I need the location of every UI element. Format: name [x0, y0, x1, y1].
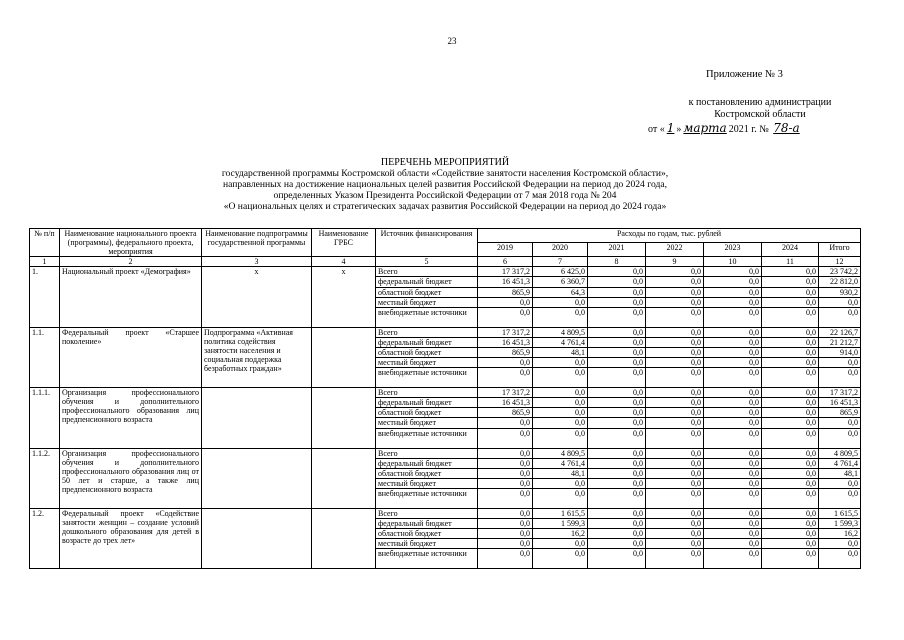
- year-value: 0,0: [646, 267, 704, 277]
- funding-source: внебюджетные источники: [376, 428, 478, 448]
- table-row: [30, 448, 861, 458]
- subprogram-name: х: [202, 267, 312, 327]
- year-value: 0,0: [704, 468, 762, 478]
- funding-source: Всего: [376, 327, 478, 337]
- year-value: 0,0: [533, 368, 588, 388]
- year-value: 0,0: [762, 518, 819, 528]
- header-num: № п/п: [30, 229, 60, 257]
- year-value: 0,0: [588, 458, 646, 468]
- year-value: 0,0: [478, 518, 533, 528]
- year-value: 0,0: [646, 549, 704, 569]
- row-number: 1.1.2.: [30, 448, 60, 508]
- funding-source: областной бюджет: [376, 287, 478, 297]
- year-value: 0,0: [704, 539, 762, 549]
- year-value: 0,0: [646, 448, 704, 458]
- total-value: 0,0: [819, 307, 861, 327]
- year-value: 0,0: [646, 287, 704, 297]
- total-value: 0,0: [819, 368, 861, 388]
- funding-source: внебюджетные источники: [376, 307, 478, 327]
- year-value: 0,0: [646, 468, 704, 478]
- year-value: 0,0: [704, 408, 762, 418]
- total-value: 0,0: [819, 358, 861, 368]
- column-number: 9: [646, 257, 704, 267]
- table-header: [30, 229, 861, 257]
- year-value: 0,0: [762, 478, 819, 488]
- funding-source: Всего: [376, 388, 478, 398]
- total-value: 0,0: [819, 539, 861, 549]
- year-value: 0,0: [762, 508, 819, 518]
- year-value: 0,0: [646, 398, 704, 408]
- year-value: 0,0: [704, 267, 762, 277]
- year-value: 0,0: [533, 478, 588, 488]
- year-value: 4 761,4: [533, 458, 588, 468]
- subprogram-name: [202, 388, 312, 448]
- column-number: 11: [762, 257, 819, 267]
- year-value: 0,0: [704, 327, 762, 337]
- total-value: 0,0: [819, 428, 861, 448]
- year-value: 0,0: [588, 468, 646, 478]
- year-value: 0,0: [762, 549, 819, 569]
- year-value: 0,0: [646, 529, 704, 539]
- year-value: 6 425,0: [533, 267, 588, 277]
- year-value: 0,0: [704, 358, 762, 368]
- header-year: 2024: [762, 243, 819, 257]
- subtitle-line: государственной программы Костромской области «Содействие занятости населения Костромской области»,: [221, 168, 669, 179]
- row-number: 1.2.: [30, 508, 60, 568]
- column-number: 8: [588, 257, 646, 267]
- row-number: 1.1.: [30, 327, 60, 387]
- year-value: 0,0: [646, 368, 704, 388]
- funding-source: федеральный бюджет: [376, 518, 478, 528]
- total-value: 914,0: [819, 347, 861, 357]
- year-value: 0,0: [704, 277, 762, 287]
- table-row: [30, 508, 861, 518]
- year-value: 0,0: [588, 408, 646, 418]
- year-value: 0,0: [646, 408, 704, 418]
- funding-source: внебюджетные источники: [376, 549, 478, 569]
- year-value: 6 360,7: [533, 277, 588, 287]
- year-value: 0,0: [588, 529, 646, 539]
- year-value: 0,0: [762, 488, 819, 508]
- column-number: 7: [533, 257, 588, 267]
- total-value: 48,1: [819, 468, 861, 478]
- year-value: 0,0: [646, 358, 704, 368]
- year-value: 0,0: [533, 539, 588, 549]
- year-value: 0,0: [588, 518, 646, 528]
- year-value: 0,0: [646, 428, 704, 448]
- row-number: 1.: [30, 267, 60, 327]
- column-number: 1: [30, 257, 60, 267]
- funding-source: местный бюджет: [376, 297, 478, 307]
- year-value: 0,0: [588, 549, 646, 569]
- year-value: 0,0: [588, 267, 646, 277]
- year-value: 0,0: [704, 448, 762, 458]
- year-value: 0,0: [588, 297, 646, 307]
- year-value: 0,0: [646, 297, 704, 307]
- project-name: Федеральный проект «Старшее поколение»: [60, 327, 202, 387]
- column-number: 10: [704, 257, 762, 267]
- year-value: 0,0: [762, 468, 819, 478]
- year-value: 4 809,5: [533, 448, 588, 458]
- appendix-label: Приложение № 3: [706, 69, 783, 80]
- year-value: 1 599,3: [533, 518, 588, 528]
- funding-source: областной бюджет: [376, 529, 478, 539]
- column-number: 3: [202, 257, 312, 267]
- year-value: 0,0: [762, 297, 819, 307]
- funding-source: федеральный бюджет: [376, 277, 478, 287]
- year-value: 0,0: [478, 307, 533, 327]
- funding-source: областной бюджет: [376, 347, 478, 357]
- year-value: 0,0: [646, 488, 704, 508]
- year-value: 0,0: [704, 529, 762, 539]
- funding-source: внебюджетные источники: [376, 368, 478, 388]
- column-number: 6: [478, 257, 533, 267]
- year-value: 0,0: [646, 518, 704, 528]
- header-project: Наименование национального проекта (программы), федерального проекта, мероприятия: [60, 229, 202, 257]
- table-row: [30, 388, 861, 398]
- total-value: 1 599,3: [819, 518, 861, 528]
- year-value: 0,0: [646, 347, 704, 357]
- year-value: 0,0: [533, 307, 588, 327]
- total-value: 0,0: [819, 549, 861, 569]
- year-value: 0,0: [588, 277, 646, 287]
- year-value: 0,0: [704, 368, 762, 388]
- funding-source: местный бюджет: [376, 358, 478, 368]
- header-year: 2020: [533, 243, 588, 257]
- year-value: 0,0: [588, 448, 646, 458]
- year-value: 0,0: [478, 529, 533, 539]
- year-value: 0,0: [762, 277, 819, 287]
- year-value: 0,0: [704, 488, 762, 508]
- year-value: 0,0: [646, 388, 704, 398]
- year-value: 0,0: [533, 297, 588, 307]
- year-value: 0,0: [588, 388, 646, 398]
- total-value: 16 451,3: [819, 398, 861, 408]
- funding-source: Всего: [376, 448, 478, 458]
- table-row: [30, 267, 861, 277]
- total-value: 21 212,7: [819, 337, 861, 347]
- year-value: 0,0: [704, 518, 762, 528]
- year-value: 0,0: [588, 539, 646, 549]
- year-value: 64,3: [533, 287, 588, 297]
- total-value: 0,0: [819, 478, 861, 488]
- year-value: 0,0: [478, 468, 533, 478]
- grbs-name: [312, 508, 376, 568]
- year-value: 0,0: [646, 337, 704, 347]
- total-value: 1 615,5: [819, 508, 861, 518]
- year-value: 0,0: [762, 398, 819, 408]
- header-source: Источник финансирования: [376, 229, 478, 257]
- year-value: 0,0: [762, 368, 819, 388]
- year-value: 0,0: [762, 539, 819, 549]
- year-value: 0,0: [646, 307, 704, 327]
- year-value: 0,0: [588, 478, 646, 488]
- year-value: 0,0: [762, 347, 819, 357]
- year-value: 0,0: [762, 388, 819, 398]
- year-value: 0,0: [762, 287, 819, 297]
- grbs-name: [312, 327, 376, 387]
- year-value: 0,0: [588, 307, 646, 327]
- header-grbs: Наименование ГРБС: [312, 229, 376, 257]
- year-value: 0,0: [533, 388, 588, 398]
- year-value: 0,0: [478, 549, 533, 569]
- funding-source: Всего: [376, 267, 478, 277]
- year-value: 0,0: [762, 428, 819, 448]
- total-value: 22 812,0: [819, 277, 861, 287]
- year-value: 0,0: [478, 458, 533, 468]
- subtitle-line: определенных Указом Президента Российской Федерации от 7 мая 2018 года № 204: [273, 190, 617, 201]
- table-row: [30, 327, 861, 337]
- header-year: 2023: [704, 243, 762, 257]
- page-number: 23: [447, 36, 457, 46]
- year-value: 0,0: [704, 508, 762, 518]
- year-value: 17 317,2: [478, 388, 533, 398]
- handwritten-month: марта: [683, 121, 727, 135]
- year-value: 0,0: [704, 287, 762, 297]
- year-value: 0,0: [588, 347, 646, 357]
- funding-source: местный бюджет: [376, 418, 478, 428]
- column-number: 5: [376, 257, 478, 267]
- total-value: 4 761,4: [819, 458, 861, 468]
- year-value: 0,0: [478, 539, 533, 549]
- year-value: 0,0: [704, 307, 762, 327]
- year-value: 0,0: [704, 388, 762, 398]
- funding-source: Всего: [376, 508, 478, 518]
- total-value: 0,0: [819, 418, 861, 428]
- funding-source: федеральный бюджет: [376, 458, 478, 468]
- year-value: 0,0: [704, 418, 762, 428]
- year-value: 865,9: [478, 408, 533, 418]
- year-value: 0,0: [762, 337, 819, 347]
- subprogram-name: [202, 448, 312, 508]
- year-value: 4 809,5: [533, 327, 588, 337]
- project-name: Организация профессионального обучения и дополнительного профессионального образования лиц предпенсионного возраста: [60, 388, 202, 448]
- subprogram-name: [202, 508, 312, 568]
- header-total: Итого: [819, 243, 861, 257]
- year-value: 0,0: [704, 458, 762, 468]
- decree-line: Костромской области: [714, 108, 806, 120]
- total-value: 0,0: [819, 488, 861, 508]
- year-value: 0,0: [588, 418, 646, 428]
- grbs-name: [312, 448, 376, 508]
- year-value: 0,0: [588, 368, 646, 388]
- year-value: 17 317,2: [478, 267, 533, 277]
- year-value: 0,0: [478, 297, 533, 307]
- project-name: Федеральный проект «Содействие занятости женщин – создание условий дошкольного образования для детей в возрасте до трех лет»: [60, 508, 202, 568]
- total-value: 4 809,5: [819, 448, 861, 458]
- year-value: 17 317,2: [478, 327, 533, 337]
- year-value: 0,0: [478, 448, 533, 458]
- year-value: 0,0: [646, 327, 704, 337]
- total-value: 23 742,2: [819, 267, 861, 277]
- year-value: 0,0: [762, 448, 819, 458]
- decree-date: [648, 121, 802, 135]
- date-year: 2021 г. №: [728, 124, 769, 135]
- year-value: 0,0: [704, 347, 762, 357]
- year-value: 0,0: [588, 327, 646, 337]
- year-value: 0,0: [588, 428, 646, 448]
- document-title: ПЕРЕЧЕНЬ МЕРОПРИЯТИЙ: [380, 157, 510, 168]
- project-name: Организация профессионального обучения и дополнительного профессионального образования лиц от 50 лет и старше, а также лиц предпенсионного возраста: [60, 448, 202, 508]
- funding-source: областной бюджет: [376, 408, 478, 418]
- year-value: 0,0: [762, 327, 819, 337]
- table-body: [30, 257, 861, 569]
- header-subprogram: Наименование подпрограммы государственной программы: [202, 229, 312, 257]
- year-value: 0,0: [762, 529, 819, 539]
- year-value: 16,2: [533, 529, 588, 539]
- total-value: 22 126,7: [819, 327, 861, 337]
- year-value: 0,0: [478, 368, 533, 388]
- year-value: 4 761,4: [533, 337, 588, 347]
- subprogram-name: Подпрограмма «Активная политика содействия занятости населения и социальная поддержка безработных граждан»: [202, 327, 312, 387]
- subtitle-line: направленных на достижение национальных целей развития Российской Федерации на период до 2024 года,: [223, 179, 667, 190]
- total-value: 865,9: [819, 408, 861, 418]
- year-value: 0,0: [704, 549, 762, 569]
- document-title-block: [180, 157, 710, 212]
- column-number: 12: [819, 257, 861, 267]
- year-value: 0,0: [588, 398, 646, 408]
- decree-line: к постановлению администрации: [688, 97, 832, 108]
- funding-source: областной бюджет: [376, 468, 478, 478]
- header-year: 2021: [588, 243, 646, 257]
- year-value: 0,0: [588, 488, 646, 508]
- year-value: 0,0: [646, 478, 704, 488]
- header-year: 2019: [478, 243, 533, 257]
- column-number-row: [30, 257, 861, 267]
- funding-source: федеральный бюджет: [376, 337, 478, 347]
- year-value: 865,9: [478, 347, 533, 357]
- column-number: 4: [312, 257, 376, 267]
- year-value: 48,1: [533, 468, 588, 478]
- column-number: 2: [60, 257, 202, 267]
- decree-reference: [650, 97, 870, 120]
- year-value: 0,0: [588, 508, 646, 518]
- year-value: 0,0: [478, 358, 533, 368]
- year-value: 0,0: [646, 418, 704, 428]
- year-value: 48,1: [533, 347, 588, 357]
- year-value: 0,0: [478, 508, 533, 518]
- subtitle-line: «О национальных целях и стратегических задачах развития Российской Федерации на период до 2024 года»: [223, 201, 667, 212]
- year-value: 0,0: [533, 398, 588, 408]
- funding-source: местный бюджет: [376, 539, 478, 549]
- year-value: 0,0: [533, 408, 588, 418]
- grbs-name: х: [312, 267, 376, 327]
- year-value: 0,0: [762, 408, 819, 418]
- year-value: 865,9: [478, 287, 533, 297]
- total-value: 17 317,2: [819, 388, 861, 398]
- year-value: 16 451,3: [478, 398, 533, 408]
- year-value: 0,0: [704, 428, 762, 448]
- year-value: 0,0: [533, 358, 588, 368]
- year-value: 0,0: [588, 287, 646, 297]
- year-value: 0,0: [533, 428, 588, 448]
- year-value: 0,0: [533, 549, 588, 569]
- funding-source: федеральный бюджет: [376, 398, 478, 408]
- total-value: 16,2: [819, 529, 861, 539]
- measures-table: [29, 228, 861, 569]
- header-year: 2022: [646, 243, 704, 257]
- year-value: 1 615,5: [533, 508, 588, 518]
- year-value: 0,0: [478, 478, 533, 488]
- year-value: 0,0: [762, 418, 819, 428]
- year-value: 16 451,3: [478, 337, 533, 347]
- grbs-name: [312, 388, 376, 448]
- year-value: 0,0: [762, 458, 819, 468]
- year-value: 0,0: [646, 277, 704, 287]
- year-value: 0,0: [646, 539, 704, 549]
- total-value: 930,2: [819, 287, 861, 297]
- year-value: 0,0: [704, 398, 762, 408]
- year-value: 0,0: [478, 428, 533, 448]
- funding-source: внебюджетные источники: [376, 488, 478, 508]
- project-name: Национальный проект «Демография»: [60, 267, 202, 327]
- date-mid: »: [676, 124, 682, 135]
- year-value: 0,0: [533, 418, 588, 428]
- year-value: 0,0: [762, 267, 819, 277]
- total-value: 0,0: [819, 297, 861, 307]
- year-value: 0,0: [704, 337, 762, 347]
- year-value: 0,0: [704, 478, 762, 488]
- year-value: 0,0: [646, 508, 704, 518]
- year-value: 0,0: [762, 358, 819, 368]
- date-prefix: от «: [648, 124, 665, 135]
- row-number: 1.1.1.: [30, 388, 60, 448]
- year-value: 0,0: [704, 297, 762, 307]
- year-value: 0,0: [478, 488, 533, 508]
- handwritten-number: 78-а: [773, 121, 800, 135]
- year-value: 0,0: [588, 337, 646, 347]
- year-value: 0,0: [762, 307, 819, 327]
- funding-source: местный бюджет: [376, 478, 478, 488]
- header-expenses: Расходы по годам, тыс. рублей: [478, 229, 861, 243]
- year-value: 0,0: [533, 488, 588, 508]
- year-value: 0,0: [588, 358, 646, 368]
- handwritten-day: 1: [666, 121, 675, 135]
- year-value: 0,0: [478, 418, 533, 428]
- year-value: 16 451,3: [478, 277, 533, 287]
- year-value: 0,0: [646, 458, 704, 468]
